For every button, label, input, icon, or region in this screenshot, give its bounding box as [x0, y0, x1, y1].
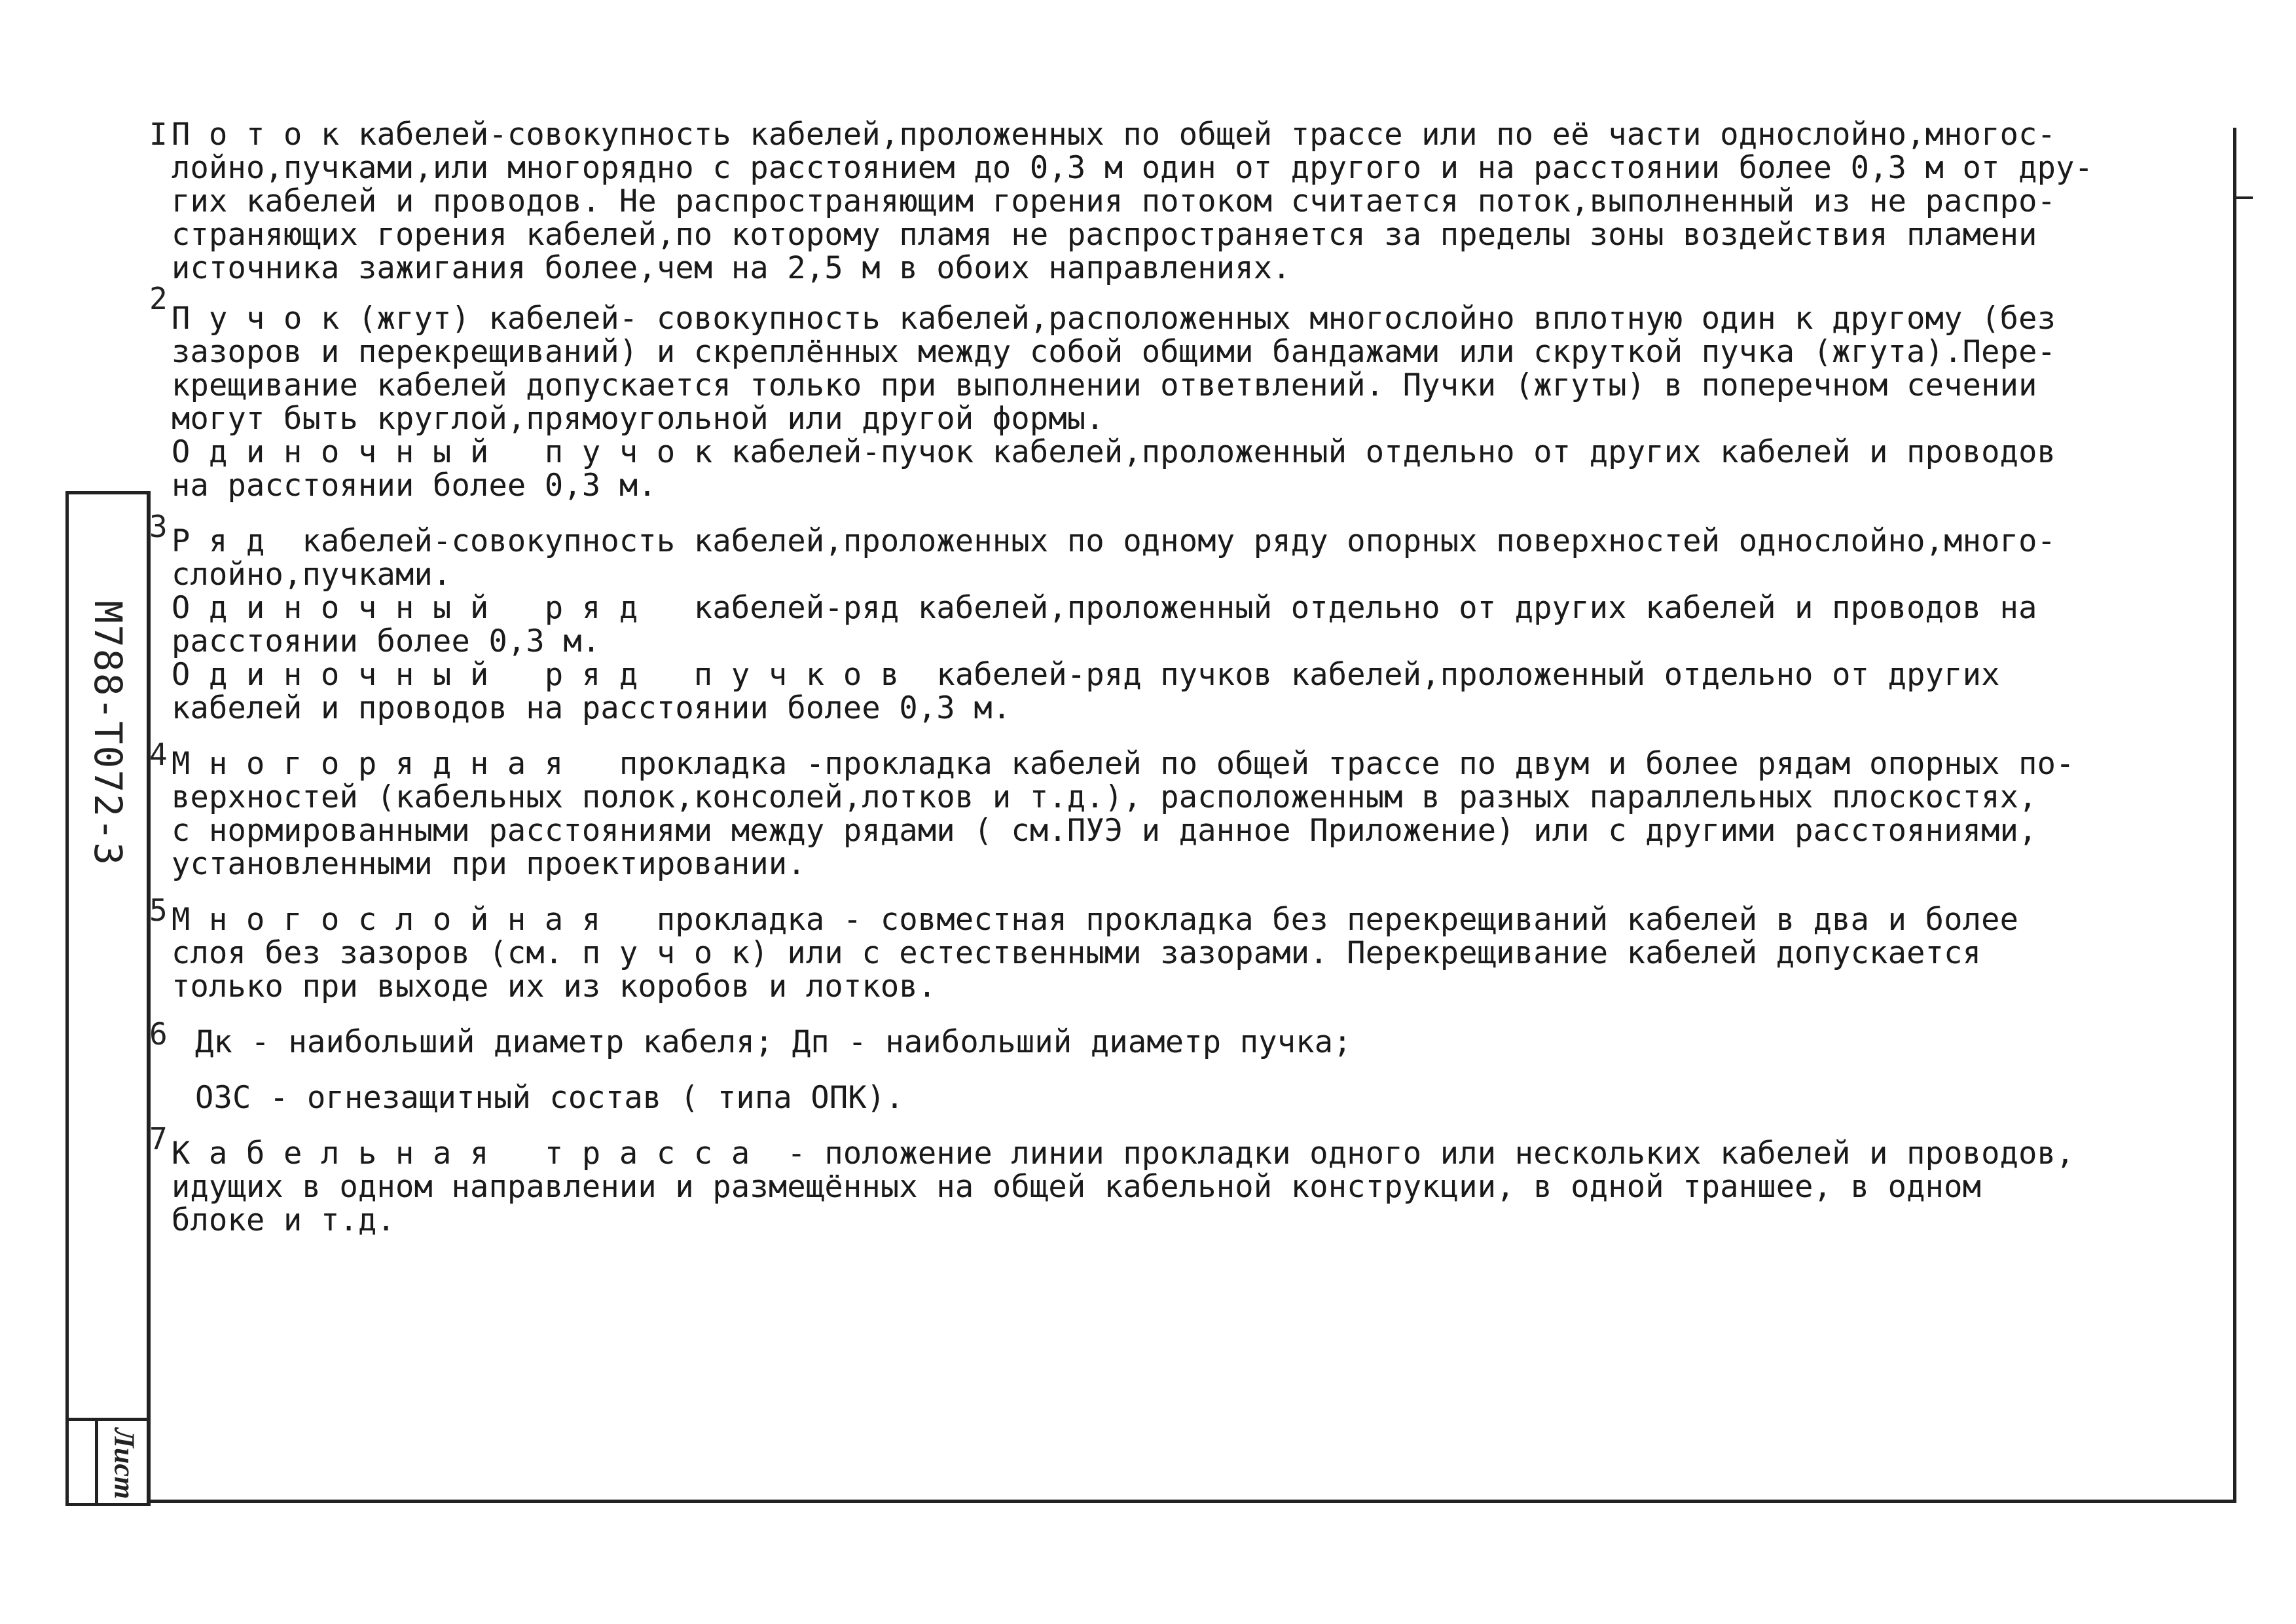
text-line: источника зажигания более,чем на 2,5 м в обоих направлениях. — [172, 250, 1291, 286]
paragraph-number: 2 — [149, 281, 168, 316]
paragraph-number: 3 — [149, 509, 168, 544]
paragraph-number: 7 — [149, 1121, 168, 1156]
paragraph-number: 4 — [149, 737, 168, 772]
sheet-label: Лист — [108, 1428, 141, 1500]
text-line: ОЗС - огнезащитный состав ( типа ОПК). — [195, 1080, 904, 1116]
paragraph-ozs — [172, 1081, 2247, 1115]
paragraph-4 — [149, 737, 2247, 882]
text-line: слойно,пучками. — [172, 557, 452, 593]
text-line: могут быть круглой,прямоугольной или другой формы. — [172, 401, 1104, 437]
text-line: К а б е л ь н а я т р а с с а - положение линии прокладки одного или нескольких кабелей и проводов, — [172, 1135, 2075, 1172]
stamp-divider-vertical — [95, 1418, 98, 1506]
paragraph-2 — [149, 281, 2247, 504]
text-line: с нормированными расстояниями между рядами ( см.ПУЭ и данное Приложение) или с другими расстояниями, — [172, 813, 2037, 849]
text-line: на расстоянии более 0,3 м. — [172, 468, 657, 504]
paragraph-3 — [149, 509, 2247, 726]
text-line: гих кабелей и проводов. Не распространяющим горения потоком считается поток,выполненный из не распро- — [172, 183, 2056, 219]
text-line: О д и н о ч н ы й р я д п у ч к о в кабелей-ряд пучков кабелей,проложенный отдельно от других — [172, 657, 2000, 693]
text-line: установленными при проектировании. — [172, 846, 806, 882]
text-line: О д и н о ч н ы й п у ч о к кабелей-пучок кабелей,проложенный отдельно от других кабелей и проводов — [172, 434, 2056, 470]
text-line: идущих в одном направлении и размещённых на общей кабельной конструкции, в одной траншее, в одном — [172, 1169, 1982, 1205]
text-line: блоке и т.д. — [172, 1202, 395, 1238]
text-line: М н о г о р я д н а я прокладка -прокладка кабелей по общей трассе по двум и более рядам опорных по- — [172, 746, 2075, 782]
frame-bottom-line — [151, 1500, 2236, 1503]
paragraph-number: 6 — [149, 1016, 168, 1052]
paragraph-5 — [149, 893, 2247, 1005]
text-line: страняющих горения кабелей,по которому пламя не распространяется за пределы зоны воздействия пламени — [172, 217, 2037, 253]
text-line: П у ч о к (жгут) кабелей- совокупность кабелей,расположенных многослойно вплотную один к другому (без — [172, 301, 2056, 337]
text-line: расстоянии более 0,3 м. — [172, 623, 601, 659]
text-line: Дк - наибольший диаметр кабеля; Дп - наибольший диаметр пучка; — [195, 1024, 1352, 1060]
stamp-divider-horizontal — [65, 1418, 151, 1421]
text-line: зазоров и перекрещиваний) и скреплённых между собой общими бандажами или скруткой пучка (жгута).Пере- — [172, 334, 2056, 370]
text-line: лойно,пучками,или многорядно с расстоянием до 0,3 м один от другого и на расстоянии более 0,3 м от дру- — [172, 150, 2094, 186]
text-line: П о т о к кабелей-совокупность кабелей,проложенных по общей трассе или по её части однослойно,многос- — [172, 117, 2056, 153]
text-line: верхностей (кабельных полок,консолей,лотков и т.д.), расположенным в разных параллельных плоскостях, — [172, 779, 2037, 815]
paragraph-number: 5 — [149, 893, 168, 928]
text-line: Р я д кабелей-совокупность кабелей,проложенных по одному ряду опорных поверхностей однослойно,много- — [172, 523, 2056, 559]
paragraph-1 — [149, 117, 2247, 286]
document-code: М788-Т072-3 — [86, 600, 130, 867]
text-line: кабелей и проводов на расстоянии более 0,3 м. — [172, 690, 1011, 726]
paragraph-7 — [149, 1121, 2247, 1238]
text-line: М н о г о с л о й н а я прокладка - совместная прокладка без перекрещиваний кабелей в два и более — [172, 902, 2019, 938]
paragraph-number: I — [149, 117, 168, 152]
text-line: слоя без зазоров (см. п у ч о к) или с естественными зазорами. Перекрещивание кабелей допускается — [172, 935, 1982, 971]
text-line: только при выходе их из коробов и лотков. — [172, 969, 937, 1005]
text-line: крещивание кабелей допускается только при выполнении ответвлений. Пучки (жгуты) в поперечном сечении — [172, 367, 2037, 403]
text-line: О д и н о ч н ы й р я д кабелей-ряд кабелей,проложенный отдельно от других кабелей и проводов на — [172, 590, 2037, 626]
paragraph-6 — [149, 1016, 2247, 1060]
definitions-text — [149, 117, 2247, 1238]
